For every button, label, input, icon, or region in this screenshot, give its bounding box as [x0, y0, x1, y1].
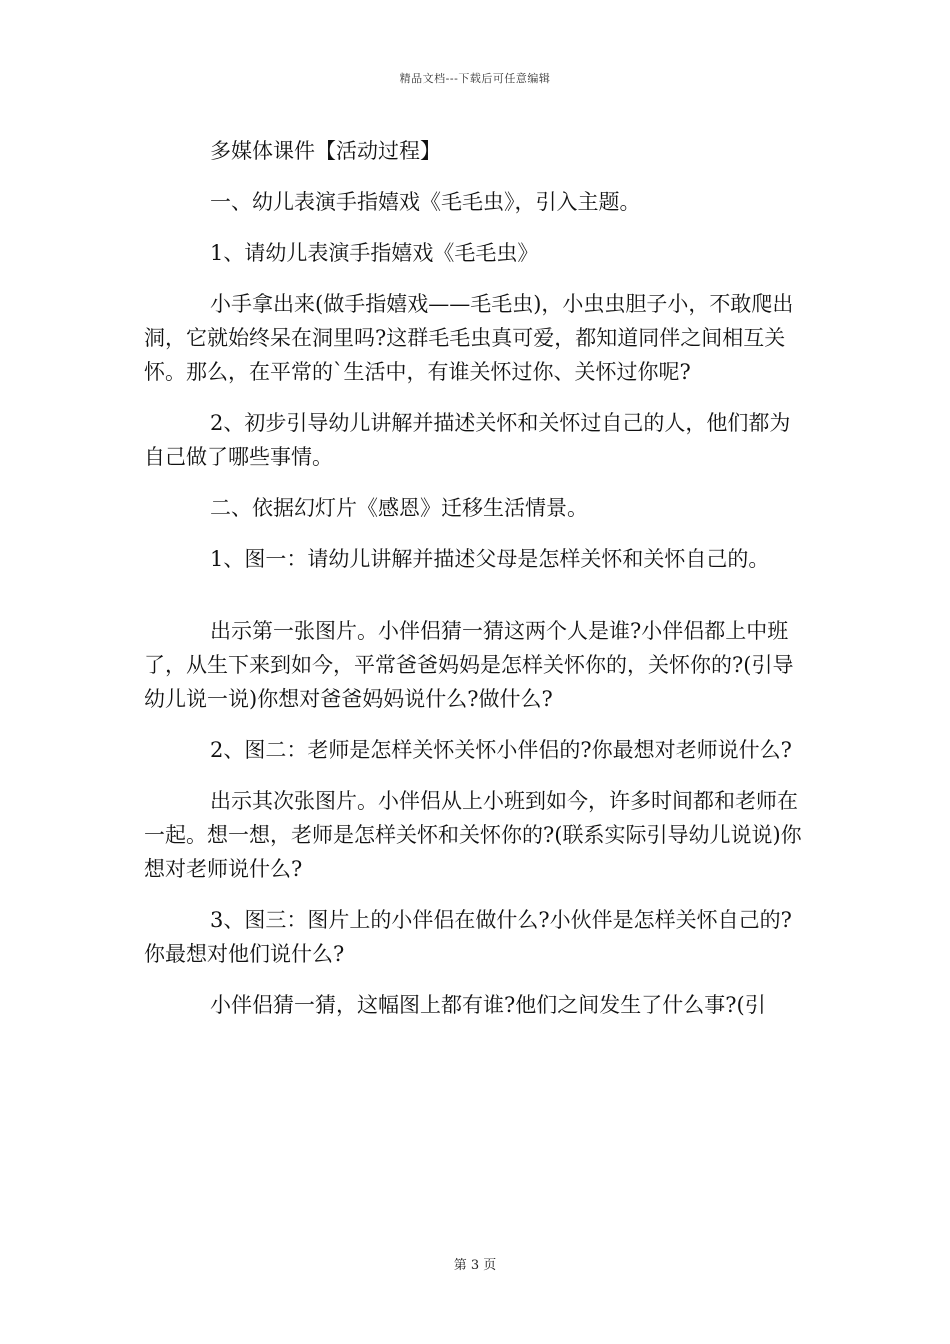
page-header: 精品文档---下载后可任意编辑	[399, 72, 551, 85]
paragraph-figure-two: 2、图二：老师是怎样关怀关怀小伴侣的?你最想对老师说什么?	[210, 738, 792, 762]
paragraph-figure-three: 3、图三：图片上的小伴侣在做什么?小伙伴是怎样关怀自己的?你最想对他们说什么?	[144, 908, 792, 966]
paragraph-second-picture: 出示其次张图片。小伴侣从上小班到如今，许多时间都和老师在一起。想一想，老师是怎样关怀和关怀你的?(联系实际引导幼儿说说)你想对老师说什么?	[144, 789, 802, 881]
paragraph-third-picture: 小伴侣猜一猜，这幅图上都有谁?他们之间发生了什么事?(引	[210, 993, 766, 1017]
paragraph-section-one: 一、幼儿表演手指嬉戏《毛毛虫》，引入主题。	[210, 190, 641, 214]
paragraph-caterpillar-game: 小手拿出来(做手指嬉戏——毛毛虫)，小虫虫胆子小，不敢爬出洞，它就始终呆在洞里吗?这群毛毛虫真可爱，都知道同伴之间相互关怀。那么，在平常的`生活中，有谁关怀过你、关怀过你呢?	[144, 292, 794, 384]
page-number: 第 3 页	[453, 1258, 497, 1273]
paragraph-section-two: 二、依据幻灯片《感恩》迁移生活情景。	[210, 496, 588, 520]
paragraph-first-picture: 出示第一张图片。小伴侣猜一猜这两个人是谁?小伴侣都上中班了，从生下来到如今，平常爸爸妈妈是怎样关怀你的，关怀你的?(引导幼儿说一说)你想对爸爸妈妈说什么?做什么?	[144, 619, 794, 711]
document-body	[144, 134, 810, 1022]
paragraph-step-1-2: 2、初步引导幼儿讲解并描述关怀和关怀过自己的人，他们都为自己做了哪些事情。	[144, 411, 791, 469]
paragraph-figure-one: 1、图一：请幼儿讲解并描述父母是怎样关怀和关怀自己的。	[210, 547, 770, 571]
paragraph-materials: 多媒体课件【活动过程】	[210, 139, 441, 163]
paragraph-step-1-1: 1、请幼儿表演手指嬉戏《毛毛虫》	[210, 241, 539, 265]
